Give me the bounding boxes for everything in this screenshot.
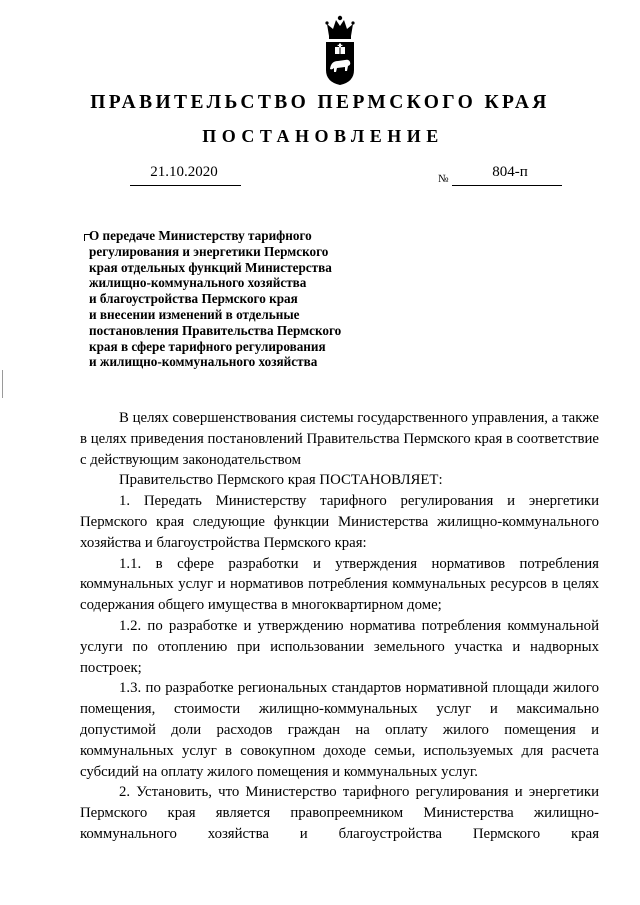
subject-line: края в сфере тарифного регулирования xyxy=(89,338,326,354)
subject-line: жилищно-коммунального хозяйства xyxy=(89,275,307,291)
document-body xyxy=(80,408,599,845)
clause-2-paragraph: 2. Установить, что Министерство тарифного регулирования и энергетики Пермского края является правопреемником Министерства жилищно-коммунального хозяйства и благоустройства Пермского края xyxy=(80,784,599,842)
date-underline xyxy=(130,185,241,186)
scan-edge-mark xyxy=(2,370,3,398)
subject-line: и благоустройства Пермского края xyxy=(89,291,298,307)
clause-1-2-paragraph: 1.2. по разработке и утверждению норматива потребления коммунальной услуги по отоплению при использовании земельного участка и надворных построек; xyxy=(80,617,599,676)
clause-1-paragraph: 1. Передать Министерству тарифного регулирования и энергетики Пермского края следующие функции Министерства жилищно-коммунального хозяйства и благоустройства Пермского края: xyxy=(80,493,599,551)
number-prefix: № xyxy=(438,173,449,185)
resolution-paragraph: Правительство Пермского края ПОСТАНОВЛЯЕТ: xyxy=(119,472,443,489)
number-underline xyxy=(452,185,562,186)
document-date: 21.10.2020 xyxy=(150,164,218,180)
subject-line: и внесении изменений в отдельные xyxy=(89,306,300,322)
subject-line: и жилищно-коммунального хозяйства xyxy=(89,354,318,370)
subject-line: регулирования и энергетики Пермского xyxy=(89,243,329,259)
subject-line: постановления Правительства Пермского xyxy=(89,322,342,338)
subject-line: края отдельных функций Министерства xyxy=(89,259,332,275)
subject-line: О передаче Министерству тарифного xyxy=(89,228,312,243)
preamble-paragraph: В целях совершенствования системы государственного управления, а также в целях приведения постановлений Правительства Пермского края в соответствие с действующим законодательством xyxy=(80,410,599,468)
perm-krai-coat-of-arms-icon xyxy=(323,14,357,86)
document-subject xyxy=(89,228,389,370)
organization-title: ПРАВИТЕЛЬСТВО ПЕРМСКОГО КРАЯ xyxy=(90,92,550,113)
document-number: 804-п xyxy=(492,164,528,180)
clause-1-1-paragraph: 1.1. в сфере разработки и утверждения нормативов потребления коммунальных услуг и нормативов потребления коммунальных ресурсов в целях содержания общего имущества в многоквартирном доме; xyxy=(80,555,599,614)
clause-1-3-paragraph: 1.3. по разработке региональных стандартов нормативной площади жилого помещения, стоимости жилищно-коммунальных услуг и максимально допустимой доли расходов граждан на оплату жилого помещения и коммунальных услуг в совокупном доходе семьи, используемых для расчета субсидий на оплату жилого помещения и коммунальных услуг. xyxy=(80,680,599,780)
document-type-heading: ПОСТАНОВЛЕНИЕ xyxy=(202,126,444,146)
